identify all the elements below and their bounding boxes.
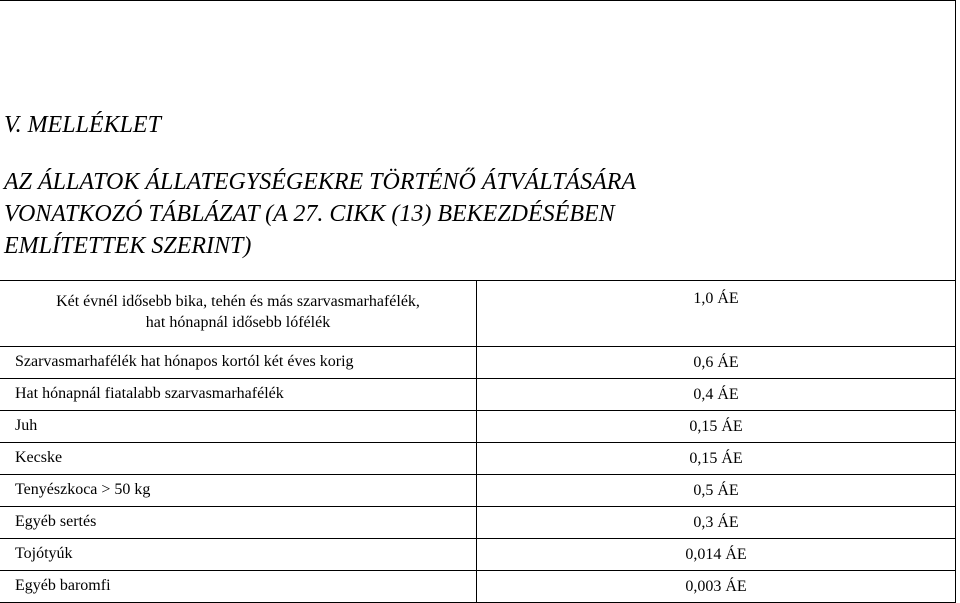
animal-cell: Egyéb sertés: [0, 507, 477, 539]
table-row: [0, 443, 956, 475]
unit-cell: 0,003 ÁE: [477, 571, 956, 603]
table-title-line: EMLÍTETTEK SZERINT): [4, 233, 252, 259]
table-title-line: AZ ÁLLATOK ÁLLATEGYSÉGEKRE TÖRTÉNŐ ÁTVÁLTÁSÁRA: [4, 169, 637, 195]
unit-cell: 0,15 ÁE: [477, 443, 956, 475]
unit-cell: 1,0 ÁE: [477, 281, 956, 347]
table-row: [0, 379, 956, 411]
unit-cell: 0,6 ÁE: [477, 347, 956, 379]
top-border-line: [0, 0, 956, 1]
table-row: [0, 411, 956, 443]
animal-cell-line: Két évnél idősebb bika, tehén és más szarvasmarhafélék,: [56, 293, 420, 310]
animal-cell: Egyéb baromfi: [0, 571, 477, 603]
unit-cell: 0,15 ÁE: [477, 411, 956, 443]
annex-heading: V. MELLÉKLET: [4, 112, 161, 138]
unit-cell: 0,014 ÁE: [477, 539, 956, 571]
livestock-unit-table: [0, 280, 956, 603]
animal-cell-line: hat hónapnál idősebb lófélék: [145, 314, 331, 331]
table-title: [4, 166, 944, 262]
animal-cell: Hat hónapnál fiatalabb szarvasmarhafélék: [0, 379, 477, 411]
animal-cell: Tojótyúk: [0, 539, 477, 571]
unit-cell: 0,3 ÁE: [477, 507, 956, 539]
animal-cell: Kecske: [0, 443, 477, 475]
table-row: [0, 507, 956, 539]
table-title-line: VONATKOZÓ TÁBLÁZAT (A 27. CIKK (13) BEKEZDÉSÉBEN: [4, 201, 615, 227]
unit-cell: 0,4 ÁE: [477, 379, 956, 411]
table-row: [0, 571, 956, 603]
table-row: [0, 281, 956, 347]
table-row: [0, 347, 956, 379]
animal-cell: Juh: [0, 411, 477, 443]
animal-cell: Szarvasmarhafélék hat hónapos kortól két éves korig: [0, 347, 477, 379]
table-row: [0, 539, 956, 571]
unit-cell: 0,5 ÁE: [477, 475, 956, 507]
animal-cell: Tenyészkoca > 50 kg: [0, 475, 477, 507]
table-row: [0, 475, 956, 507]
animal-cell: [0, 281, 477, 347]
right-border-line: [955, 0, 956, 280]
